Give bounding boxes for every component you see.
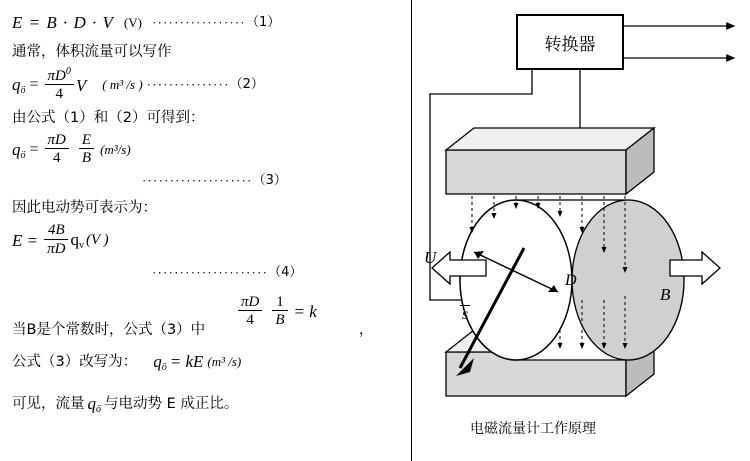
converter-label: 转换器	[544, 34, 596, 55]
top-coil-front	[446, 150, 626, 194]
pipe-back-face	[572, 200, 684, 360]
paragraph-3: 因此电动势可表示为：	[12, 200, 157, 217]
paragraph-6a: 可见，流量	[12, 395, 85, 412]
equation-4-denominator: πD	[44, 239, 68, 258]
equation-1-dots: ·················	[151, 14, 246, 30]
equation-4-numerator: 4B	[47, 222, 65, 239]
paragraph-6b: 与电动势 E 成正比。	[104, 395, 239, 412]
equation-3-fraction-1	[45, 132, 69, 168]
equation-4-lhs: E =	[12, 230, 39, 250]
equation-5-den-2: B	[272, 310, 287, 329]
paragraph-4b: ，	[358, 322, 374, 339]
equation-3-den-1: 4	[45, 148, 69, 167]
equation-2-dots: ···············	[146, 76, 230, 92]
equation-3-number-row	[142, 166, 410, 196]
equation-1-number: （1）	[245, 14, 281, 30]
equation-6-unit: (m³ /s)	[207, 353, 242, 369]
equation-2-row: $q_ö$ = $\frac{\pi D^0}{4}$ V ( m³ /s ) ··············· （2）	[12, 65, 264, 103]
paragraph-4-row	[12, 322, 410, 339]
equation-3-lhs: $q_ö$	[12, 139, 26, 161]
equation-4-fraction	[44, 222, 68, 258]
equation-5-tail: = k	[293, 302, 317, 322]
diagram-caption: 电磁流量计工作原理	[470, 421, 596, 437]
equation-1-unit: (V)	[123, 14, 142, 30]
paragraph-5: 公式（3）改写为：	[12, 353, 138, 370]
equation-3-number: （3）	[252, 172, 287, 188]
equation-5-den-1: 4	[238, 310, 262, 329]
equation-3-den-2: B	[79, 148, 94, 167]
equation-2-numerator: $\pi D^0$	[47, 65, 71, 84]
equation-4-unit: (V )	[85, 232, 109, 249]
paragraph-2: 由公式（1）和（2）可得到：	[12, 110, 205, 127]
top-coil-top	[446, 128, 654, 150]
label-s: s	[462, 306, 469, 323]
equation-1-row	[12, 8, 410, 38]
equation-4-dots: ·····················	[152, 265, 269, 281]
equation-2-number: （2）	[229, 76, 264, 92]
equation-4-tail: $q_v$	[70, 230, 84, 252]
equation-5-num-2: 1	[276, 293, 284, 310]
equation-3-dots: ····················	[142, 172, 253, 188]
equation-2-denominator: 4	[45, 84, 74, 103]
equation-3-unit: (m³/s)	[100, 142, 131, 158]
equation-3-num-2: E	[81, 131, 92, 148]
paragraph-4a: 当B是个常数时，公式（3）中	[12, 322, 206, 339]
diagram-column	[412, 0, 750, 461]
equation-1-formula: E = B · D · V	[12, 13, 114, 33]
equation-4-number-row	[152, 259, 410, 289]
equation-4-row	[12, 223, 410, 259]
equation-3-num-1: πD	[47, 131, 66, 148]
equation-3-row: $q_ö$ = $\frac{\pi D}{4}$ $\frac{E}{B}$ (m³/s)	[12, 131, 131, 167]
label-u: U	[424, 248, 437, 267]
label-b: B	[660, 285, 671, 304]
paragraph-6-symbol: $q_ö$	[87, 393, 101, 415]
equation-6-rhs: = kE	[169, 352, 204, 372]
equation-2-fraction	[45, 66, 74, 104]
paragraph-1: 通常，体积流量可以写作	[12, 44, 172, 60]
equation-2-lhs: $q_ö$	[12, 74, 26, 96]
equation-2-tail: V	[75, 75, 87, 95]
label-d: D	[565, 272, 577, 289]
paragraph-5-row	[12, 347, 410, 377]
equation-2-unit: ( m³ /s )	[102, 76, 143, 92]
paragraph-6-row	[12, 389, 410, 419]
equation-3-fraction-2	[79, 132, 94, 168]
equation-5-num-1: πD	[241, 293, 260, 310]
equation-4-number: （4）	[268, 265, 303, 281]
equation-6-lhs: $q_ö$	[153, 351, 167, 373]
converter-box	[516, 14, 624, 70]
